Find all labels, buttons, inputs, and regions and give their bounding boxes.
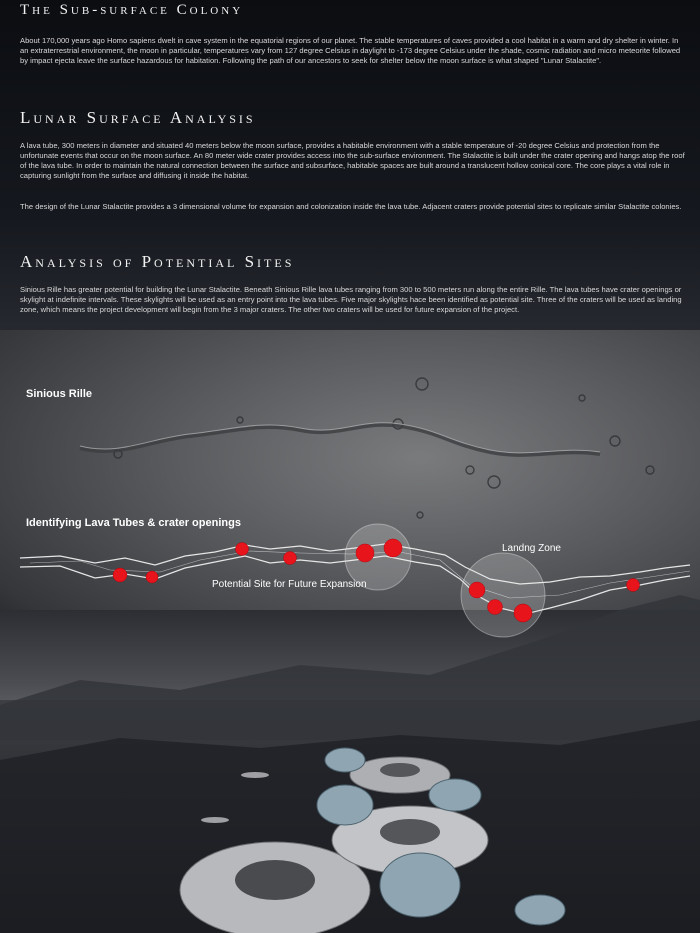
- crater-opening-marker: [113, 568, 127, 582]
- crater-opening-marker: [356, 544, 374, 562]
- crater-opening-marker: [627, 579, 640, 592]
- section-title-lunar-surface-analysis: Lunar Surface Analysis: [20, 108, 256, 127]
- rille-channel-highlight: [80, 423, 600, 453]
- crater-opening-marker: [284, 552, 297, 565]
- section-paragraph: About 170,000 years ago Homo sapiens dwelt in cave system in the equatorial regions of our planet. The stable temperatures of caves provided a cool habitat in a warm and dry shelter in winter. In an extraterrestrial environment, the moon in particular, temperatures vary from 127 degree Celsius in daylight to -173 degree Celsius under the shade, cosmic radiation and micro meteorite followed by impact ejecta leave the surface hazardous for habitation. Following the path of our ancestors to seek for shelter below the moon surface is what shaped "Lunar Stalactite".: [20, 36, 681, 65]
- crater-field: [114, 378, 654, 518]
- section-title-potential-sites: Analysis of Potential Sites: [20, 252, 295, 271]
- lava-tubes-label: Identifying Lava Tubes & crater openings: [26, 517, 241, 529]
- section-paragraph: A lava tube, 300 meters in diameter and situated 40 meters below the moon surface, provides a habitable environment with a stable temperature of -20 degree Celsius and protection from the unfortunate events that occur on the moon surface. An 80 meter wide crater provides access into the sub-surface environment. The Stalactite is built under the crater opening and hangs atop the roof of the lava tube. In order to maintain the natural connection between the surface and subsurface, habitable spaces are built around a translucent hollow conical core. The core plays a vital role in capturing sunlight from the surface and diffusing it inside the habitat.: [20, 141, 685, 180]
- crater-opening-marker: [146, 571, 158, 583]
- sinious-rille-label: Sinious Rille: [26, 388, 93, 400]
- distant-mountains: [0, 595, 700, 740]
- crater-opening-marker: [488, 600, 503, 615]
- crater-opening-marker: [514, 604, 532, 622]
- crater-opening-marker: [236, 543, 249, 556]
- section-title-subsurface-colony: The Sub-surface Colony: [20, 2, 244, 18]
- future-expansion-label: Potential Site for Future Expansion: [212, 579, 367, 590]
- crater-opening-marker: [384, 539, 402, 557]
- section-paragraph: Sinious Rille has greater potential for building the Lunar Stalactite. Beneath Sinious Rille lava tubes ranging from 300 to 500 meters run along the entire Rille. The lava tubes have crater openings or skylight at indefinite intervals. These skylights will be used as an entry point into the lava tubes. Five major skylights hace been identified as potential site. Three of the craters will be used as landing zone, which means the project development will begin from the 3 major craters. The other two craters will be used for future expansion of the project.: [20, 285, 682, 314]
- section-paragraph: The design of the Lunar Stalactite provides a 3 dimensional volume for expansion and colonization inside the lava tube. Adjacent craters provide potential sites to replicate similar Stalactite colonies.: [20, 202, 682, 211]
- crater-opening-marker: [469, 582, 485, 598]
- landing-zone-label: Landng Zone: [502, 543, 561, 554]
